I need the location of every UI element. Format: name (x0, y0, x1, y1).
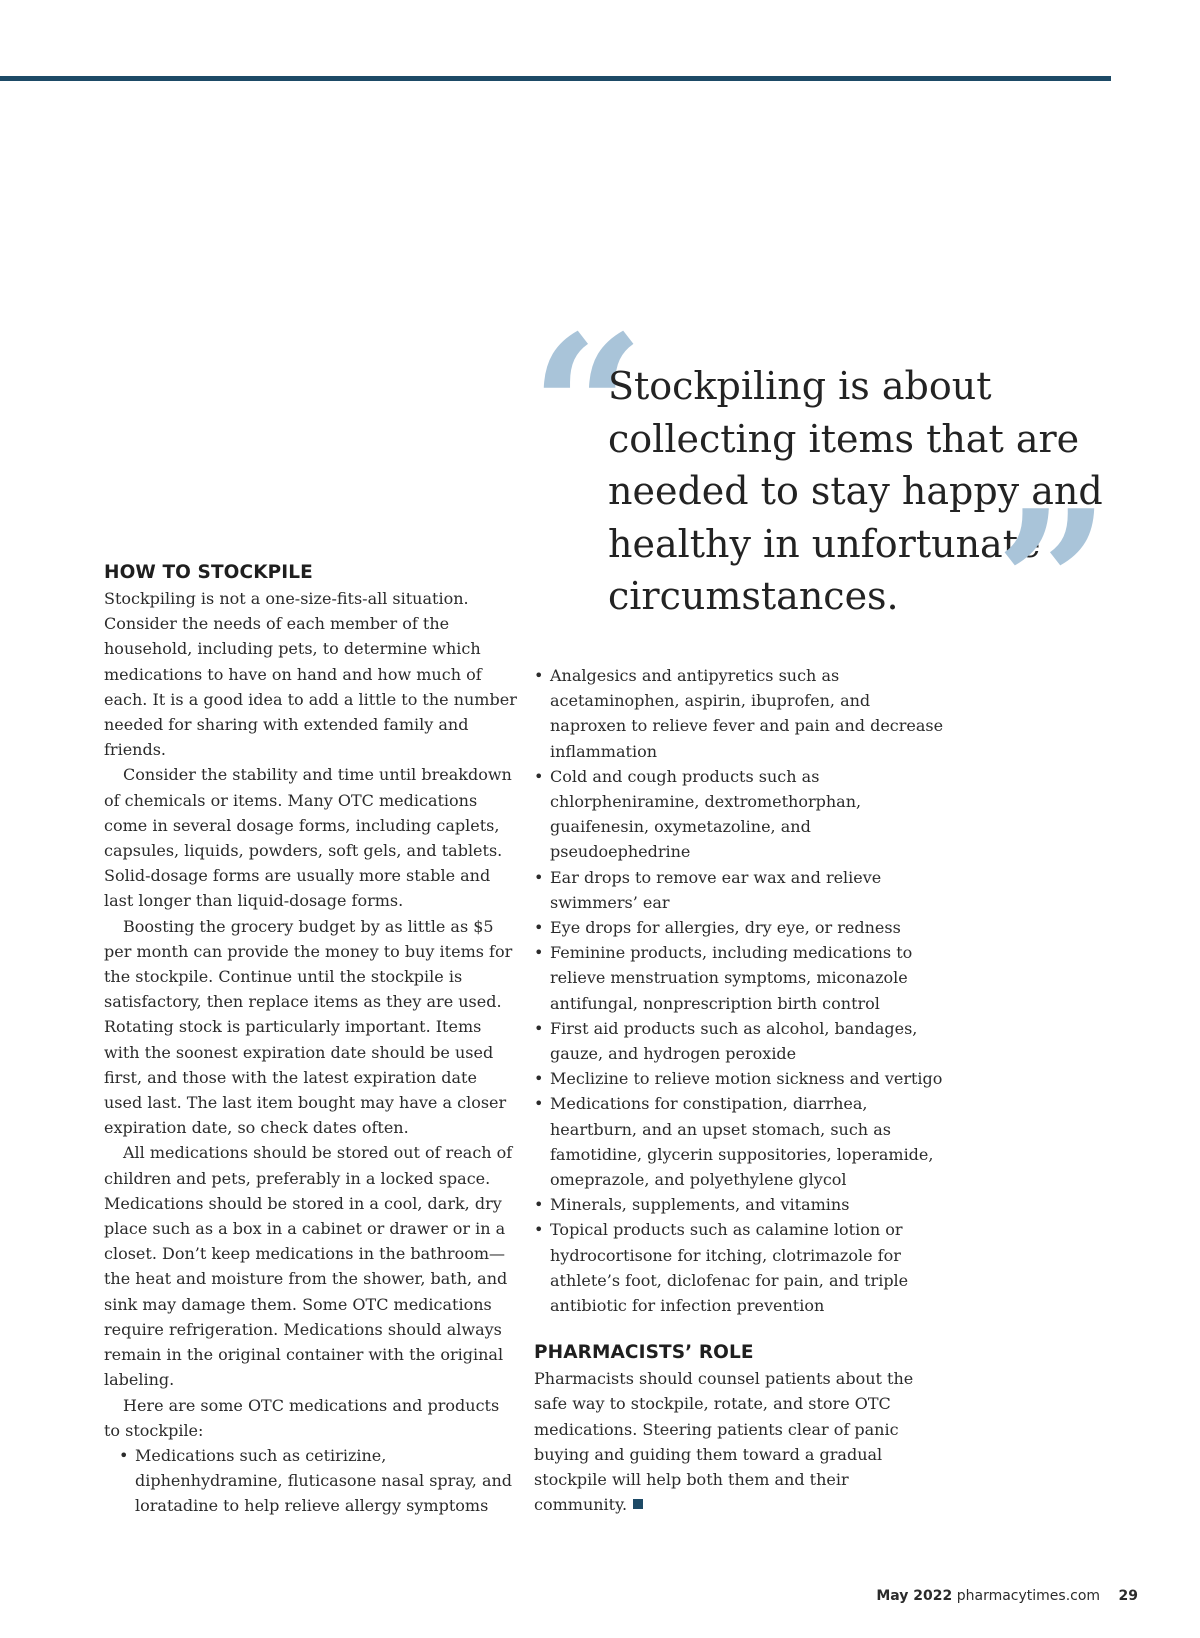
issue-date: May 2022 (876, 1588, 953, 1604)
paragraph: All medications should be stored out of reach of children and pets, preferably in a locked space. Medications should be stored in a cool, dark, dry place such as a box in a cabinet or drawer or in a closet. Don’t keep medications in the bathroom—the heat and moisture from the shower, bath, and sink may damage them. Some OTC medications require refrigeration. Medications should always remain in the original container with the original labeling. (104, 1143, 513, 1390)
top-rule (0, 76, 1111, 81)
list-item: • Meclizine to relieve motion sickness and vertigo (534, 1066, 944, 1091)
pharmacists-role-section (534, 1340, 944, 1517)
list-item: • Cold and cough products such as chlorpheniramine, dextromethorphan, guaifenesin, oxymetazoline, and pseudoephedrine (534, 764, 944, 865)
open-quote-mark: “ (530, 292, 646, 527)
site-name: pharmacytimes.com (956, 1588, 1101, 1604)
paragraph: Here are some OTC medications and products to stockpile: (104, 1395, 500, 1440)
list-item: • Analgesics and antipyretics such as acetaminophen, aspirin, ibuprofen, and naproxen to relieve fever and pain and decrease inflammation (534, 663, 944, 764)
right-column (534, 663, 944, 1518)
pull-quote-text: Stockpiling is about collecting items that are needed to stay happy and healthy in unfortunate circumstances. (608, 364, 1103, 618)
end-mark-icon (633, 1499, 643, 1509)
bullet-list (104, 1443, 520, 1519)
list-item: • Eye drops for allergies, dry eye, or redness (534, 915, 944, 940)
list-item: • Minerals, supplements, and vitamins (534, 1192, 944, 1217)
paragraph: Consider the stability and time until breakdown of chemicals or items. Many OTC medications come in several dosage forms, including caplets, capsules, liquids, powders, soft gels, and tablets. Solid-dosage forms are usually more stable and last longer than liquid-dosage forms. (104, 765, 512, 911)
page-footer (876, 1588, 1138, 1604)
pharmacists-role-text: Pharmacists should counsel patients about the safe way to stockpile, rotate, and store OTC medications. Steering patients clear of panic buying and guiding them toward a gradual stockpile will help both them and their community. (534, 1369, 914, 1515)
list-item: • Feminine products, including medications to relieve menstruation symptoms, miconazole antifungal, nonprescription birth control (534, 940, 944, 1016)
list-item: • Topical products such as calamine lotion or hydrocortisone for itching, clotrimazole for athlete’s foot, diclofenac for pain, and triple antibiotic for infection prevention (534, 1217, 944, 1318)
pull-quote (530, 292, 1130, 702)
list-item: • Medications for constipation, diarrhea, heartburn, and an upset stomach, such as famotidine, glycerin suppositories, loperamide, omeprazole, and polyethylene glycol (534, 1091, 944, 1192)
page-number: 29 (1118, 1588, 1138, 1604)
list-item: • First aid products such as alcohol, bandages, gauze, and hydrogen peroxide (534, 1016, 944, 1066)
list-item: • Ear drops to remove ear wax and relieve swimmers’ ear (534, 865, 944, 915)
list-item: • Medications such as cetirizine, diphenhydramine, fluticasone nasal spray, and loratadine to help relieve allergy symptoms (119, 1443, 520, 1519)
how-to-stockpile-heading: HOW TO STOCKPILE (104, 562, 313, 583)
paragraph (534, 1366, 944, 1517)
paragraph: Stockpiling is not a one-size-fits-all situation. Consider the needs of each member of the household, including pets, to determine which medications to have on hand and how much of each. It is a good idea to add a little to the number needed for sharing with extended family and friends. (104, 589, 517, 760)
bullet-list (534, 663, 944, 1318)
left-column (104, 560, 520, 1519)
pharmacists-role-heading: PHARMACISTS’ ROLE (534, 1342, 754, 1364)
paragraph: Boosting the grocery budget by as little as $5 per month can provide the money to buy items for the stockpile. Continue until the stockpile is satisfactory, then replace items as they are used. Rotating stock is particularly important. Items with the soonest expiration date should be used first, and those with the latest expiration date used last. The last item bought may have a closer expiration date, so check dates often. (104, 916, 513, 1138)
close-quote-mark: ” (995, 467, 1111, 702)
